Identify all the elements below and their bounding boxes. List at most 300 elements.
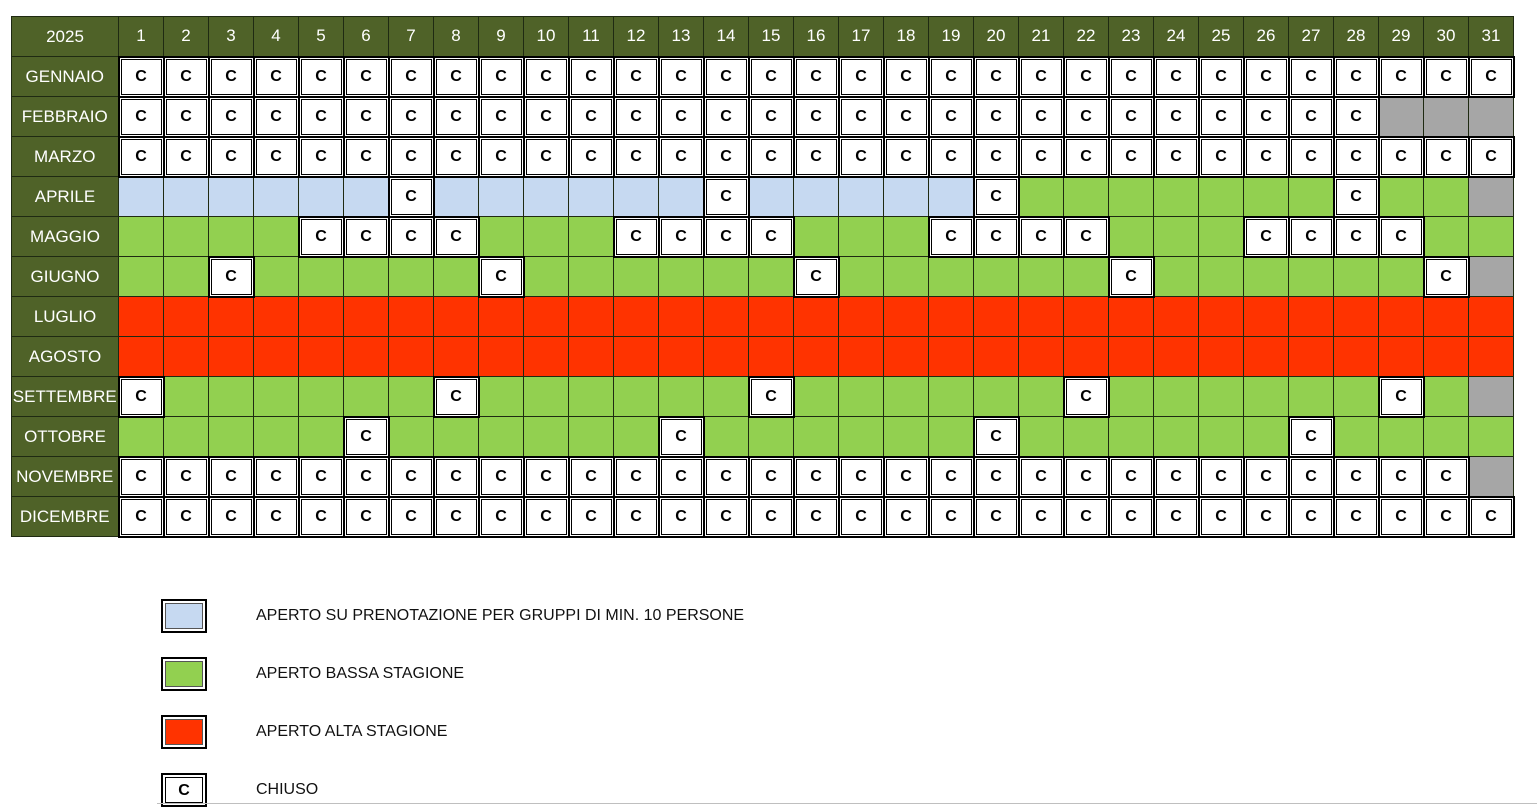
closed-mark: C <box>1021 219 1062 255</box>
closed-mark: C <box>1156 499 1197 535</box>
day-cell-closed <box>119 377 164 417</box>
day-cell-closed <box>1334 217 1379 257</box>
day-cell-non-existent-day <box>1424 97 1469 137</box>
closed-mark: C <box>1066 219 1107 255</box>
day-cell-low-season <box>884 257 929 297</box>
day-cell-low-season <box>1469 417 1514 457</box>
day-cell-closed <box>389 217 434 257</box>
day-cell-low-season <box>389 257 434 297</box>
day-cell-closed <box>389 457 434 497</box>
day-cell-closed <box>569 97 614 137</box>
day-cell-low-season <box>1019 417 1064 457</box>
month-row <box>12 497 1514 537</box>
closed-mark: C <box>391 179 432 215</box>
closed-mark: C <box>166 59 207 95</box>
day-cell-low-season <box>749 257 794 297</box>
day-cell-closed <box>1154 497 1199 537</box>
day-cell-low-season <box>434 417 479 457</box>
day-cell-closed <box>299 457 344 497</box>
day-cell-closed <box>1064 377 1109 417</box>
day-cell-closed <box>1424 57 1469 97</box>
legend-swatch-closed <box>161 773 207 807</box>
day-cell-closed <box>1469 497 1514 537</box>
closed-mark: C <box>931 459 972 495</box>
day-cell-closed <box>1244 97 1289 137</box>
day-cell-closed <box>1334 57 1379 97</box>
day-cell-closed <box>974 497 1019 537</box>
closed-mark: C <box>1021 99 1062 135</box>
day-cell-group-booking <box>209 177 254 217</box>
day-header: 20 <box>974 17 1019 57</box>
legend-label: CHIUSO <box>256 781 319 798</box>
closed-mark: C <box>346 99 387 135</box>
day-cell-group-booking <box>479 177 524 217</box>
day-cell-low-season <box>1289 257 1334 297</box>
closed-mark: C <box>1111 499 1152 535</box>
day-cell-low-season <box>614 377 659 417</box>
closed-mark: C <box>1426 499 1467 535</box>
day-cell-low-season <box>839 217 884 257</box>
day-cell-closed <box>1154 97 1199 137</box>
day-cell-closed <box>209 57 254 97</box>
closed-mark: C <box>886 499 927 535</box>
day-cell-closed <box>929 497 974 537</box>
day-cell-closed <box>659 457 704 497</box>
day-cell-high-season <box>569 337 614 377</box>
day-cell-high-season <box>569 297 614 337</box>
closed-mark: C <box>796 59 837 95</box>
legend-swatch-low-season <box>161 657 207 691</box>
closed-mark: C <box>1066 99 1107 135</box>
day-cell-closed <box>659 417 704 457</box>
day-cell-closed <box>1244 457 1289 497</box>
day-cell-closed <box>974 457 1019 497</box>
day-cell-low-season <box>299 377 344 417</box>
day-cell-group-booking <box>119 177 164 217</box>
day-cell-low-season <box>794 217 839 257</box>
day-cell-closed <box>974 97 1019 137</box>
day-cell-low-season <box>1109 417 1154 457</box>
day-cell-high-season <box>659 337 704 377</box>
day-cell-low-season <box>434 257 479 297</box>
day-cell-low-season <box>164 217 209 257</box>
day-cell-high-season <box>254 297 299 337</box>
closed-mark: C <box>1471 499 1512 535</box>
day-cell-closed <box>524 137 569 177</box>
day-cell-low-season <box>929 257 974 297</box>
day-cell-low-season <box>1244 257 1289 297</box>
day-cell-closed <box>1064 497 1109 537</box>
day-cell-closed <box>1109 457 1154 497</box>
day-cell-group-booking <box>749 177 794 217</box>
day-cell-high-season <box>1289 297 1334 337</box>
closed-mark: C <box>1336 459 1377 495</box>
day-cell-high-season <box>434 337 479 377</box>
day-header: 10 <box>524 17 569 57</box>
day-cell-high-season <box>659 297 704 337</box>
closed-mark: C <box>886 59 927 95</box>
day-cell-closed <box>1334 177 1379 217</box>
day-header: 25 <box>1199 17 1244 57</box>
closed-mark: C <box>391 59 432 95</box>
day-cell-closed <box>344 457 389 497</box>
day-header: 6 <box>344 17 389 57</box>
day-cell-high-season <box>1469 297 1514 337</box>
day-cell-closed <box>659 217 704 257</box>
closed-mark: C <box>391 499 432 535</box>
legend-swatch-high-season <box>161 715 207 749</box>
day-cell-group-booking <box>569 177 614 217</box>
closed-mark: C <box>1336 59 1377 95</box>
closed-mark: C <box>121 379 162 415</box>
closed-mark: C <box>301 99 342 135</box>
day-cell-closed <box>614 497 659 537</box>
day-cell-high-season <box>344 337 389 377</box>
day-cell-closed <box>164 97 209 137</box>
legend-label: APERTO BASSA STAGIONE <box>256 665 465 682</box>
day-header: 26 <box>1244 17 1289 57</box>
closed-mark: C <box>1201 139 1242 175</box>
day-cell-closed <box>119 457 164 497</box>
day-cell-closed <box>884 457 929 497</box>
day-cell-closed <box>839 497 884 537</box>
closed-mark: C <box>121 99 162 135</box>
day-cell-low-season <box>1379 417 1424 457</box>
day-cell-low-season <box>524 217 569 257</box>
day-cell-closed <box>1019 57 1064 97</box>
day-cell-closed <box>344 497 389 537</box>
day-cell-low-season <box>1199 177 1244 217</box>
closed-mark: C <box>391 99 432 135</box>
closed-mark: C <box>1291 139 1332 175</box>
closed-mark: C <box>751 59 792 95</box>
closed-mark: C <box>1291 99 1332 135</box>
day-cell-high-season <box>1334 337 1379 377</box>
closed-mark: C <box>976 499 1017 535</box>
closed-mark: C <box>256 459 297 495</box>
day-cell-closed <box>119 57 164 97</box>
day-cell-closed <box>209 97 254 137</box>
day-cell-high-season <box>389 297 434 337</box>
day-header: 2 <box>164 17 209 57</box>
day-cell-closed <box>434 377 479 417</box>
day-header: 16 <box>794 17 839 57</box>
closed-mark: C <box>1066 499 1107 535</box>
closed-mark: C <box>796 499 837 535</box>
day-cell-high-season <box>209 297 254 337</box>
day-cell-low-season <box>1154 177 1199 217</box>
day-cell-closed <box>1199 137 1244 177</box>
day-cell-low-season <box>119 417 164 457</box>
closed-mark: C <box>166 99 207 135</box>
closed-mark: C <box>571 59 612 95</box>
month-label: GENNAIO <box>12 57 119 97</box>
day-cell-closed <box>704 457 749 497</box>
closed-mark: C <box>301 459 342 495</box>
day-cell-low-season <box>569 257 614 297</box>
day-header: 13 <box>659 17 704 57</box>
day-cell-low-season <box>1244 377 1289 417</box>
closed-mark: C <box>1246 219 1287 255</box>
closed-mark: C <box>1156 99 1197 135</box>
closed-mark: C <box>481 139 522 175</box>
day-cell-group-booking <box>884 177 929 217</box>
day-cell-high-season <box>704 297 749 337</box>
day-cell-high-season <box>704 337 749 377</box>
closed-mark: C <box>1381 219 1422 255</box>
day-cell-closed <box>299 57 344 97</box>
day-cell-high-season <box>1424 337 1469 377</box>
closed-mark: C <box>481 459 522 495</box>
day-cell-group-booking <box>659 177 704 217</box>
closed-mark: C <box>1201 99 1242 135</box>
closed-mark: C <box>1426 459 1467 495</box>
day-cell-group-booking <box>839 177 884 217</box>
day-cell-high-season <box>1109 337 1154 377</box>
day-cell-high-season <box>1469 337 1514 377</box>
closed-mark: C <box>661 139 702 175</box>
closed-mark: C <box>976 459 1017 495</box>
day-cell-high-season <box>1289 337 1334 377</box>
day-cell-closed <box>1289 137 1334 177</box>
day-cell-low-season <box>164 417 209 457</box>
day-cell-closed <box>434 57 479 97</box>
closed-mark: C <box>661 499 702 535</box>
day-cell-closed <box>1244 137 1289 177</box>
day-cell-closed <box>389 497 434 537</box>
header-row <box>12 17 1514 57</box>
closed-mark: C <box>526 459 567 495</box>
closed-mark: C <box>841 59 882 95</box>
closed-mark: C <box>931 59 972 95</box>
day-cell-low-season <box>479 377 524 417</box>
day-cell-high-season <box>974 337 1019 377</box>
day-cell-closed <box>1019 97 1064 137</box>
closed-mark: C <box>165 777 203 803</box>
day-cell-low-season <box>614 417 659 457</box>
day-cell-low-season <box>704 257 749 297</box>
closed-mark: C <box>256 139 297 175</box>
closed-mark: C <box>976 99 1017 135</box>
day-cell-high-season <box>209 337 254 377</box>
day-header: 18 <box>884 17 929 57</box>
month-label: NOVEMBRE <box>12 457 119 497</box>
day-cell-low-season <box>794 417 839 457</box>
day-cell-high-season <box>299 337 344 377</box>
closed-mark: C <box>1021 459 1062 495</box>
day-cell-closed <box>839 57 884 97</box>
month-label: SETTEMBRE <box>12 377 119 417</box>
day-cell-low-season <box>344 257 389 297</box>
day-cell-low-season <box>884 417 929 457</box>
closed-mark: C <box>1381 59 1422 95</box>
day-cell-high-season <box>839 337 884 377</box>
closed-mark: C <box>571 139 612 175</box>
day-cell-low-season <box>1064 417 1109 457</box>
day-cell-closed <box>479 497 524 537</box>
day-cell-high-season <box>1199 297 1244 337</box>
day-cell-high-season <box>929 297 974 337</box>
closed-mark: C <box>1246 499 1287 535</box>
day-cell-closed <box>1244 217 1289 257</box>
day-cell-low-season <box>254 257 299 297</box>
day-cell-closed <box>209 497 254 537</box>
day-header: 23 <box>1109 17 1154 57</box>
closed-mark: C <box>1021 139 1062 175</box>
closed-mark: C <box>1471 59 1512 95</box>
closed-mark: C <box>391 219 432 255</box>
day-cell-high-season <box>614 337 659 377</box>
closed-mark: C <box>211 499 252 535</box>
closed-mark: C <box>436 219 477 255</box>
closed-mark: C <box>661 219 702 255</box>
day-cell-closed <box>749 137 794 177</box>
day-cell-closed <box>119 137 164 177</box>
closed-mark: C <box>391 139 432 175</box>
day-cell-low-season <box>1154 257 1199 297</box>
day-cell-low-season <box>1334 257 1379 297</box>
opening-calendar-table <box>11 16 1515 538</box>
day-header: 19 <box>929 17 974 57</box>
day-cell-closed <box>794 257 839 297</box>
day-cell-closed <box>1424 457 1469 497</box>
day-cell-closed <box>749 97 794 137</box>
day-header: 1 <box>119 17 164 57</box>
day-cell-low-season <box>299 257 344 297</box>
closed-mark: C <box>841 99 882 135</box>
year-header: 2025 <box>12 17 119 57</box>
closed-mark: C <box>1066 379 1107 415</box>
closed-mark: C <box>346 59 387 95</box>
day-cell-closed <box>794 97 839 137</box>
day-cell-high-season <box>344 297 389 337</box>
day-cell-low-season <box>704 377 749 417</box>
day-header: 28 <box>1334 17 1379 57</box>
day-cell-closed <box>839 457 884 497</box>
closed-mark: C <box>346 459 387 495</box>
day-cell-closed <box>839 137 884 177</box>
closed-mark: C <box>751 219 792 255</box>
day-cell-low-season <box>1019 257 1064 297</box>
closed-mark: C <box>346 219 387 255</box>
day-cell-low-season <box>1199 417 1244 457</box>
closed-mark: C <box>976 179 1017 215</box>
day-cell-closed <box>1064 57 1109 97</box>
closed-mark: C <box>1066 459 1107 495</box>
day-header: 9 <box>479 17 524 57</box>
day-cell-closed <box>974 417 1019 457</box>
day-cell-high-season <box>794 337 839 377</box>
day-cell-low-season <box>1424 377 1469 417</box>
day-cell-high-season <box>1379 337 1424 377</box>
day-cell-non-existent-day <box>1469 457 1514 497</box>
month-label: DICEMBRE <box>12 497 119 537</box>
day-cell-closed <box>614 137 659 177</box>
day-cell-closed <box>1379 217 1424 257</box>
day-cell-closed <box>389 137 434 177</box>
day-cell-non-existent-day <box>1469 257 1514 297</box>
day-cell-low-season <box>1019 177 1064 217</box>
day-cell-closed <box>1109 137 1154 177</box>
day-header: 5 <box>299 17 344 57</box>
day-cell-closed <box>839 97 884 137</box>
day-cell-closed <box>164 457 209 497</box>
closed-mark: C <box>1201 59 1242 95</box>
closed-mark: C <box>166 499 207 535</box>
closed-mark: C <box>1336 499 1377 535</box>
day-cell-non-existent-day <box>1469 97 1514 137</box>
month-row <box>12 217 1514 257</box>
closed-mark: C <box>1291 219 1332 255</box>
day-header: 24 <box>1154 17 1199 57</box>
day-cell-closed <box>749 57 794 97</box>
day-cell-closed <box>344 217 389 257</box>
closed-mark: C <box>211 459 252 495</box>
day-cell-closed <box>434 497 479 537</box>
month-row <box>12 177 1514 217</box>
day-cell-closed <box>524 497 569 537</box>
day-header: 21 <box>1019 17 1064 57</box>
day-cell-closed <box>299 97 344 137</box>
day-cell-low-season <box>164 257 209 297</box>
day-cell-low-season <box>1289 377 1334 417</box>
day-cell-closed <box>1289 497 1334 537</box>
day-cell-low-season <box>794 377 839 417</box>
closed-mark: C <box>346 139 387 175</box>
day-cell-closed <box>1334 497 1379 537</box>
day-cell-group-booking <box>164 177 209 217</box>
month-row <box>12 377 1514 417</box>
day-cell-low-season <box>704 417 749 457</box>
closed-mark: C <box>1336 179 1377 215</box>
day-cell-closed <box>749 377 794 417</box>
day-header: 15 <box>749 17 794 57</box>
closed-mark: C <box>211 139 252 175</box>
day-cell-high-season <box>1019 297 1064 337</box>
closed-mark: C <box>931 499 972 535</box>
day-cell-high-season <box>1379 297 1424 337</box>
closed-mark: C <box>1111 459 1152 495</box>
day-cell-low-season <box>839 377 884 417</box>
day-cell-closed <box>569 497 614 537</box>
closed-mark: C <box>1336 139 1377 175</box>
day-cell-low-season <box>1154 377 1199 417</box>
day-cell-closed <box>794 57 839 97</box>
closed-mark: C <box>616 99 657 135</box>
day-cell-closed <box>569 57 614 97</box>
day-cell-group-booking <box>254 177 299 217</box>
day-cell-low-season <box>344 377 389 417</box>
closed-mark: C <box>526 139 567 175</box>
day-cell-closed <box>974 177 1019 217</box>
month-row <box>12 417 1514 457</box>
day-cell-closed <box>1109 57 1154 97</box>
day-cell-low-season <box>1379 177 1424 217</box>
day-cell-closed <box>884 97 929 137</box>
closed-mark: C <box>436 499 477 535</box>
day-cell-low-season <box>974 377 1019 417</box>
day-cell-low-season <box>839 417 884 457</box>
day-cell-high-season <box>164 297 209 337</box>
closed-mark: C <box>436 459 477 495</box>
day-cell-low-season <box>1109 177 1154 217</box>
day-cell-closed <box>389 97 434 137</box>
day-cell-closed <box>749 217 794 257</box>
day-header: 29 <box>1379 17 1424 57</box>
day-cell-closed <box>1154 57 1199 97</box>
day-cell-closed <box>209 257 254 297</box>
day-cell-low-season <box>884 217 929 257</box>
